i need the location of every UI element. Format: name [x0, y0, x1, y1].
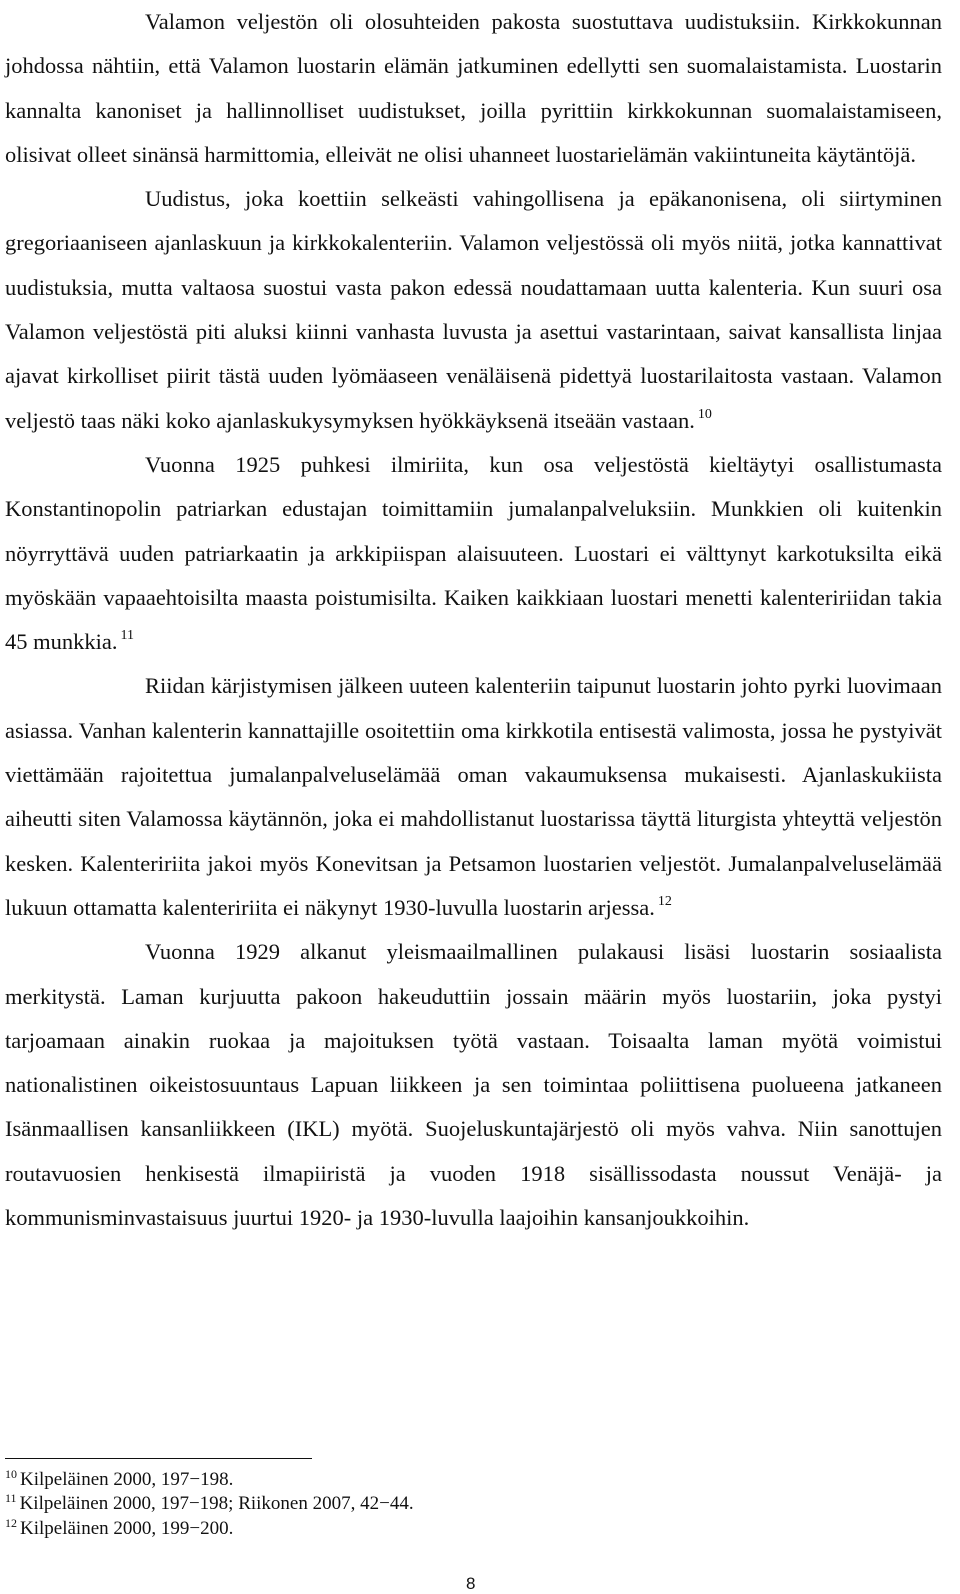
footnotes — [5, 1468, 905, 1541]
footnote-separator — [5, 1458, 312, 1459]
footnote-number: 12 — [5, 1515, 17, 1530]
footnote-text: Kilpeläinen 2000, 197−198. — [20, 1469, 234, 1490]
footnote-reference[interactable]: 10 — [697, 406, 712, 422]
document-page — [5, 0, 942, 1594]
footnote-reference[interactable]: 11 — [120, 628, 134, 644]
paragraph: Vuonna 1925 puhkesi ilmiriita, kun osa veljestöstä kieltäytyi osallistumasta Konstantinopolin patriarkan edustajan toimittamiin jumalanpalveluksiin. Munkkien oli kuitenkin nöyrryttävä uuden patriarkaatin ja arkkipiispan alaisuuteen. Luostari ei välttynyt karkotuksilta eikä myöskään vapaaehtoisilta maasta poistumisilta. Kaiken kaikkiaan luostari menetti kalenteririidan takia 45 munkkia. $^{11}$ — [5, 451, 942, 655]
footnote-text: Kilpeläinen 2000, 197−198; Riikonen 2007, 42−44. — [19, 1493, 414, 1515]
footnote — [5, 1468, 905, 1492]
page-number: 8 — [466, 1574, 476, 1593]
paragraph: Vuonna 1929 alkanut yleismaailmallinen pulakausi lisäsi luostarin sosiaalista merkitystä. Laman kurjuutta pakoon hakeuduttiin jossain määrin myös luostariin, joka pystyi tarjoamaan ainakin ruokaa ja majoituksen työtä vastaan. Toisaalta laman myötä voimistui nationalistinen oikeistosuuntaus Lapuan liikkeen ja sen toimintaa poliittisena puolueena jatkaneen Isänmaallisen kansanliikkeen (IKL) myötä. Suojeluskuntajärjestö oli myös vahva. Niin sanottujen routavuosien henkisestä ilmapiiristä ja vuoden 1918 sisällissodasta noussut Venäjä- ja kommunisminvastaisuus juurtui 1920- ja 1930-luvulla laajoihin kansanjoukkoihin. — [5, 939, 942, 1231]
footnote-number: 10 — [5, 1467, 17, 1481]
paragraph: Valamon veljestön oli olosuhteiden pakosta suostuttava uudistuksiin. Kirkkokunnan johdossa nähtiin, että Valamon luostarin elämän jatkuminen edellytti sen suomalaistamista. Luostarin kannalta kanoniset ja hallinnolliset uudistukset, joilla pyrittiin kirkkokunnan suomalaistamiseen, olisivat olleet sinänsä harmittomia, elleivät ne olisi uhanneet luostarielämän vakiintuneita käytäntöjä. — [5, 9, 942, 167]
footnote — [5, 1517, 905, 1541]
paragraph: Uudistus, joka koettiin selkeästi vahingollisena ja epäkanonisena, oli siirtyminen gregoriaaniseen ajanlaskuun ja kirkkokalenteriin. Valamon veljestössä oli myös niitä, jotka kannattivat uudistuksia, mutta valtaosa suostui vasta pakon edessä noudattamaan uutta kalenteria. Kun suuri osa Valamon veljestöstä piti aluksi kiinni vanhasta luvusta ja asettui vastarintaan, saivat kansallista linjaa ajavat kirkolliset piirit tästä uuden lyömäaseen venäläisenä pidettyä luostarilaitosta vastaan. Valamon veljestö taas näki koko ajanlaskukysymyksen hyökkäyksenä itseään vastaan. $^{10}$ — [5, 186, 942, 433]
paragraph: Riidan kärjistymisen jälkeen uuteen kalenteriin taipunut luostarin johto pyrki luovimaan asiassa. Vanhan kalenterin kannattajille osoitettiin oma kirkkotila entisestä valimosta, jossa he pystyivät viettämään rajoitettua jumalanpalveluselämää oman vakaumuksensa mukaisesti. Ajanlaskukiista aiheutti siten Valamossa käytännön, joka ei mahdollistanut luostarissa täyttä liturgista yhteyttä veljestön kesken. Kalenteririita jakoi myös Konevitsan ja Petsamon luostarien veljestöt. Jumalanpalveluselämää lukuun ottamatta kalenteririita ei näkynyt 1930-luvulla luostarin arjessa. $^{12}$ — [5, 673, 942, 920]
footnote — [5, 1492, 905, 1516]
footnote-reference[interactable]: 12 — [657, 893, 672, 909]
footnote-text: Kilpeläinen 2000, 199−200. — [20, 1517, 234, 1539]
footnote-number: 11 — [5, 1491, 17, 1506]
